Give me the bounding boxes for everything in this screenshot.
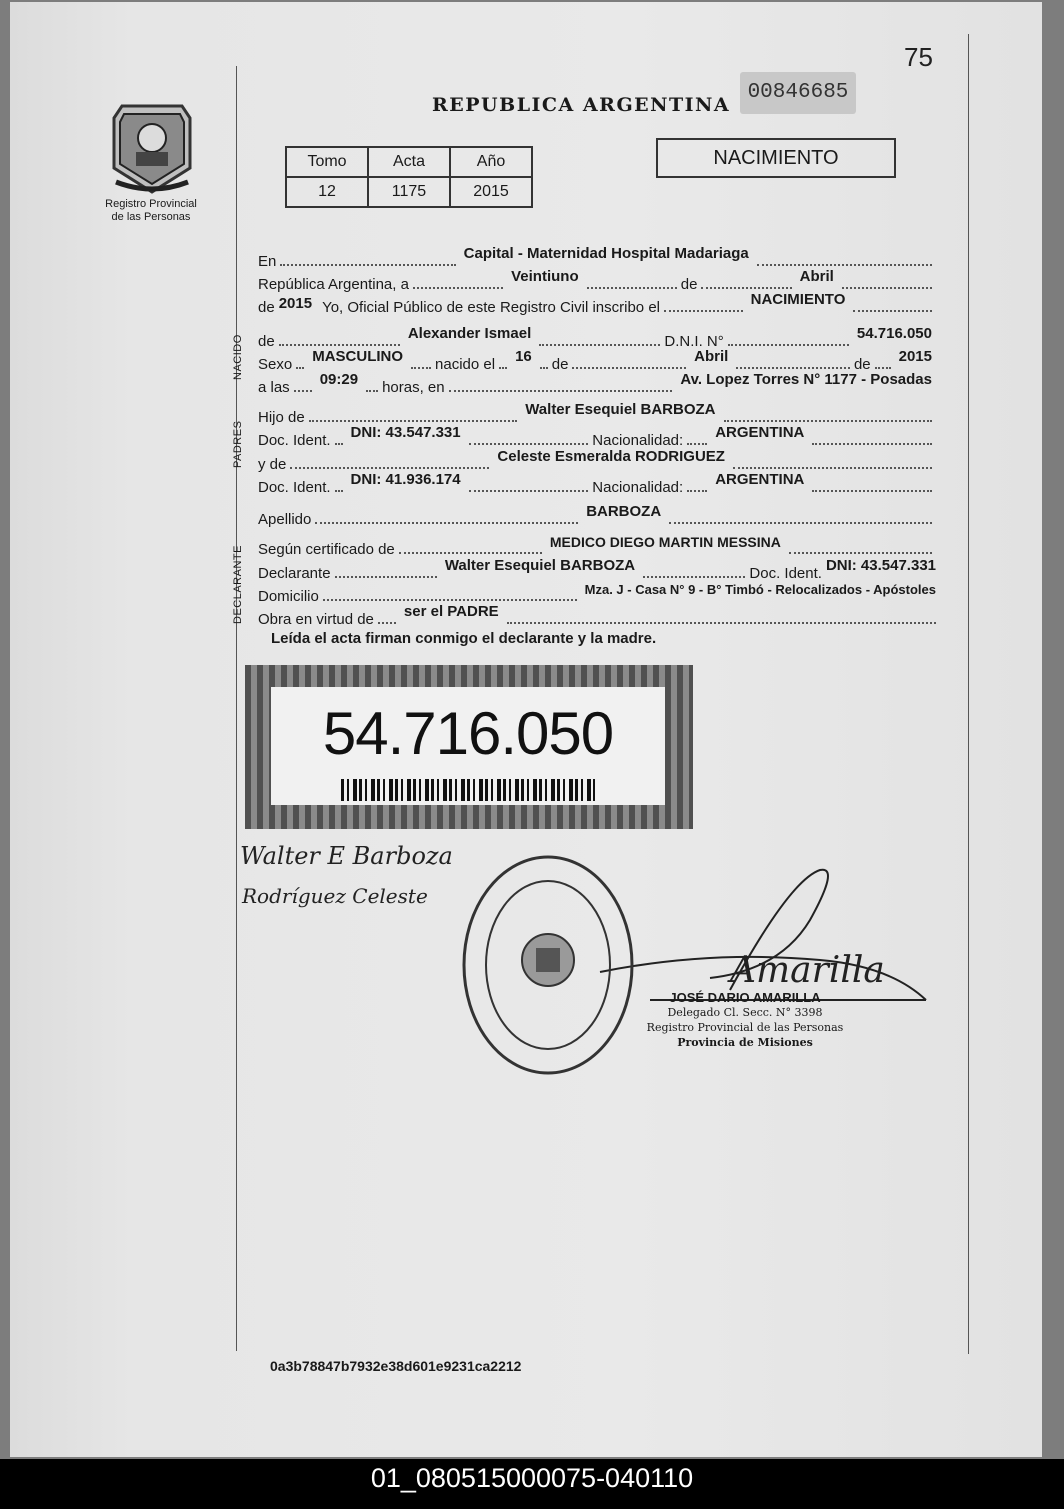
label-nacionalidad: Nacionalidad: <box>592 432 684 449</box>
label-horas-en: horas, en <box>382 379 445 396</box>
dotted-fill <box>587 287 677 289</box>
dotted-fill <box>315 522 578 524</box>
dotted-fill <box>449 390 673 392</box>
dotted-fill <box>335 490 343 492</box>
provincial-logo <box>102 98 202 201</box>
dotted-fill <box>687 490 707 492</box>
value-certifier: MEDICO DIEGO MARTIN MESSINA <box>549 534 781 550</box>
row-mother <box>258 448 936 473</box>
row-father <box>258 401 936 426</box>
section-label-declarante: DECLARANTE <box>232 545 244 624</box>
label-de: de <box>853 356 871 373</box>
dotted-fill <box>540 367 548 369</box>
dotted-fill <box>296 367 304 369</box>
label-inscribo: Yo, Oficial Público de este Registro Civil inscribo el <box>322 299 660 316</box>
label-domicilio: Domicilio <box>258 588 319 605</box>
dotted-fill <box>572 367 686 369</box>
dotted-fill <box>499 367 507 369</box>
value-address: Mza. J - Casa N° 9 - B° Timbó - Relocalizados - Apóstoles <box>584 582 936 597</box>
dotted-fill <box>669 522 932 524</box>
value-child-name: Alexander Ismael <box>407 325 532 342</box>
label-dni: D.N.I. N° <box>664 333 724 350</box>
label-de: de <box>680 276 698 293</box>
label-apellido: Apellido <box>258 511 312 528</box>
section-label-padres: PADRES <box>232 420 244 468</box>
label-nacionalidad: Nacionalidad: <box>592 479 684 496</box>
dotted-fill <box>399 552 542 554</box>
document-hash: 0a3b78847b7932e38d601e9231ca2212 <box>270 1358 522 1374</box>
dotted-fill <box>757 264 932 266</box>
dotted-fill <box>294 390 312 392</box>
dni-big-number: 54.716.050 <box>322 700 614 767</box>
table-header-acta: Acta <box>368 147 450 177</box>
label-y-de: y de <box>258 456 287 473</box>
dotted-fill <box>411 367 431 369</box>
label-declarante: Declarante <box>258 565 331 582</box>
table-value-acta: 1175 <box>368 177 450 207</box>
row-time-place <box>258 371 936 396</box>
value-capacity: ser el PADRE <box>403 603 499 620</box>
dni-plate-inner <box>271 687 665 805</box>
dotted-fill <box>643 576 745 578</box>
barcode <box>341 779 595 801</box>
dotted-fill <box>842 287 932 289</box>
dotted-fill <box>728 344 849 346</box>
row-sex-birth <box>258 348 936 373</box>
value-declarant: Walter Esequiel BARBOZA <box>444 557 636 574</box>
dotted-fill <box>469 443 589 445</box>
value-month: Abril <box>799 268 834 285</box>
dotted-fill <box>687 443 707 445</box>
value-act-word: NACIMIENTO <box>750 291 846 308</box>
logo-caption-line2: de las Personas <box>111 211 191 223</box>
value-birth-day: 16 <box>515 348 532 365</box>
official-stamp <box>640 990 850 1050</box>
label-nacido-el: nacido el <box>435 356 496 373</box>
mother-signature: Rodríguez Celeste <box>242 884 428 908</box>
table-header-tomo: Tomo <box>286 147 368 177</box>
dotted-fill <box>664 310 743 312</box>
value-birth-time: 09:29 <box>319 371 359 388</box>
official-role: Delegado Cl. Secc. N° 3398 <box>667 1006 823 1019</box>
row-date <box>258 268 936 293</box>
country-title: REPUBLICA ARGENTINA <box>432 94 731 116</box>
dotted-fill <box>789 552 932 554</box>
row-child-name <box>258 325 936 350</box>
row-capacity <box>258 603 940 628</box>
value-birth-month: Abril <box>694 348 729 365</box>
value-mother-name: Celeste Esmeralda RODRIGUEZ <box>497 448 725 465</box>
row-address <box>258 583 940 605</box>
row-father-doc <box>258 424 936 449</box>
label-certificado: Según certificado de <box>258 541 395 558</box>
value-surname: BARBOZA <box>586 503 662 520</box>
table-value-anio: 2015 <box>450 177 532 207</box>
label-doc-ident: Doc. Ident. <box>258 479 331 496</box>
dotted-fill <box>366 390 378 392</box>
value-mother-doc: DNI: 41.936.174 <box>350 471 461 488</box>
label-sexo: Sexo <box>258 356 293 373</box>
value-father-nationality: ARGENTINA <box>715 424 805 441</box>
value-father-doc: DNI: 43.547.331 <box>350 424 461 441</box>
dotted-fill <box>733 467 932 469</box>
label-de: de <box>258 299 275 316</box>
father-signature: Walter E Barboza <box>240 842 453 870</box>
table-header-anio: Año <box>450 147 532 177</box>
right-margin-line <box>968 34 969 1354</box>
dotted-fill <box>279 344 400 346</box>
dni-number-plate <box>245 665 693 829</box>
dotted-fill <box>378 622 396 624</box>
row-surname <box>258 503 936 528</box>
value-sex: MASCULINO <box>312 348 404 365</box>
official-province: Provincia de Misiones <box>677 1036 813 1049</box>
row-place <box>258 245 936 270</box>
row-certifier <box>258 536 936 558</box>
row-year <box>258 291 936 316</box>
value-day: Veintiuno <box>511 268 579 285</box>
section-label-nacido: NACIDO <box>232 334 244 380</box>
logo-caption-line1: Registro Provincial <box>105 198 197 210</box>
row-mother-doc <box>258 471 936 496</box>
value-declarant-doc: DNI: 43.547.331 <box>825 557 937 574</box>
value-place: Capital - Maternidad Hospital Madariaga <box>463 245 749 262</box>
act-type-box: NACIMIENTO <box>656 138 896 178</box>
value-child-dni: 54.716.050 <box>856 325 932 342</box>
dotted-fill <box>507 622 936 624</box>
dotted-fill <box>309 420 518 422</box>
official-signature: Amarilla <box>730 950 885 991</box>
label-republica: República Argentina, a <box>258 276 409 293</box>
dotted-fill <box>701 287 791 289</box>
serial-number-stamp: 00846685 <box>740 72 856 114</box>
closing-statement: Leída el acta firman conmigo el declarante y la madre. <box>271 630 657 647</box>
row-declarant <box>258 557 940 582</box>
dotted-fill <box>280 264 455 266</box>
dotted-fill <box>413 287 503 289</box>
dotted-fill <box>290 467 489 469</box>
label-en: En <box>258 253 277 270</box>
registry-table <box>285 146 533 208</box>
dotted-fill <box>812 443 932 445</box>
dotted-fill <box>812 490 932 492</box>
page-number: 75 <box>904 42 933 72</box>
filename-caption: 01_080515000075-040110 <box>370 1463 694 1493</box>
label-doc-ident: Doc. Ident. <box>258 432 331 449</box>
dotted-fill <box>539 344 660 346</box>
value-father-name: Walter Esequiel BARBOZA <box>525 401 716 418</box>
label-a-las: a las <box>258 379 290 396</box>
label-obra: Obra en virtud de <box>258 611 374 628</box>
dotted-fill <box>323 599 577 601</box>
dotted-fill <box>875 367 891 369</box>
left-margin-line <box>236 66 237 1351</box>
value-year: 2015 <box>278 295 313 312</box>
value-birth-year: 2015 <box>898 348 932 365</box>
dotted-fill <box>724 420 933 422</box>
label-hijo-de: Hijo de <box>258 409 305 426</box>
value-birth-place: Av. Lopez Torres N° 1177 - Posadas <box>680 371 932 388</box>
label-de: de <box>551 356 569 373</box>
value-mother-nationality: ARGENTINA <box>715 471 805 488</box>
label-de: de <box>258 333 275 350</box>
official-seal <box>458 850 638 1085</box>
official-name: JOSÉ DARIO AMARILLA <box>669 990 821 1005</box>
dotted-fill <box>736 367 850 369</box>
dotted-fill <box>335 576 437 578</box>
dotted-fill <box>335 443 343 445</box>
label-doc-ident: Doc. Ident. <box>749 565 822 582</box>
logo-caption <box>92 198 210 224</box>
dotted-fill <box>469 490 589 492</box>
official-office: Registro Provincial de las Personas <box>646 1021 844 1034</box>
dotted-fill <box>853 310 932 312</box>
table-value-tomo: 12 <box>286 177 368 207</box>
